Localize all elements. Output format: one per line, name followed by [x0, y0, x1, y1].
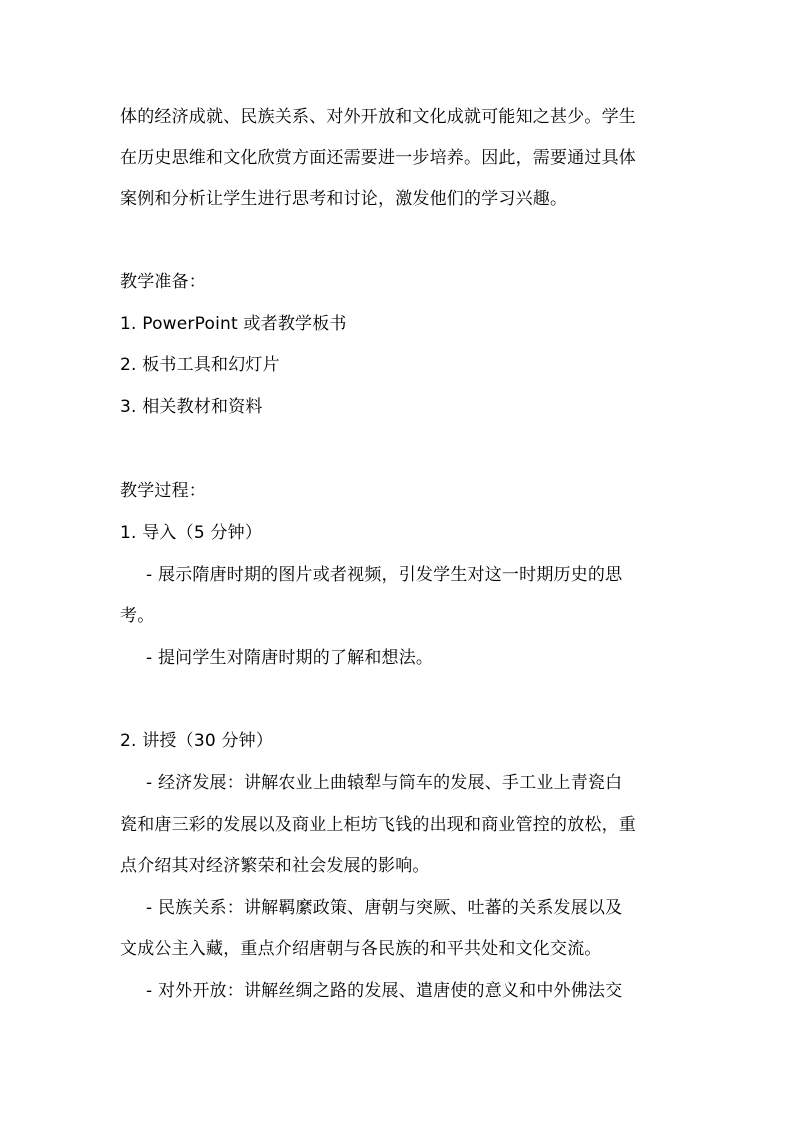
step2-bullet-line: 文成公主入藏，重点介绍唐朝与各民族的和平共处和文化交流。: [120, 939, 602, 959]
preparation-item: 1. PowerPoint 或者教学板书: [120, 314, 347, 334]
intro-line: 体的经济成就、民族关系、对外开放和文化成就可能知之甚少。学生: [120, 107, 636, 127]
step1-bullet-line: - 展示隋唐时期的图片或者视频，引发学生对这一时期历史的思: [146, 565, 623, 585]
step2-title: 2. 讲授（30 分钟）: [120, 731, 274, 751]
intro-line: 案例和分析让学生进行思考和讨论，激发他们的学习兴趣。: [120, 189, 568, 209]
step1-title: 1. 导入（5 分钟）: [120, 523, 263, 543]
step2-bullet-line: 瓷和唐三彩的发展以及商业上柜坊飞钱的出现和商业管控的放松，重: [120, 815, 636, 835]
preparation-item: 2. 板书工具和幻灯片: [120, 355, 280, 375]
step2-bullet-line: 点介绍其对经济繁荣和社会发展的影响。: [120, 856, 430, 876]
step2-bullet-line: - 民族关系：讲解羁縻政策、唐朝与突厥、吐蕃的关系发展以及: [146, 898, 623, 918]
step2-bullet-line: - 经济发展：讲解农业上曲辕犁与筒车的发展、手工业上青瓷白: [146, 773, 623, 793]
process-heading: 教学过程：: [120, 481, 206, 501]
intro-line: 在历史思维和文化欣赏方面还需要进一步培养。因此，需要通过具体: [120, 148, 636, 168]
preparation-heading: 教学准备：: [120, 272, 206, 292]
step1-bullet: - 提问学生对隋唐时期的了解和想法。: [146, 648, 434, 668]
step2-bullet: - 对外开放：讲解丝绸之路的发展、遣唐使的意义和中外佛法交: [146, 981, 623, 1001]
step1-bullet-line: 考。: [120, 606, 155, 626]
preparation-item: 3. 相关教材和资料: [120, 397, 263, 417]
